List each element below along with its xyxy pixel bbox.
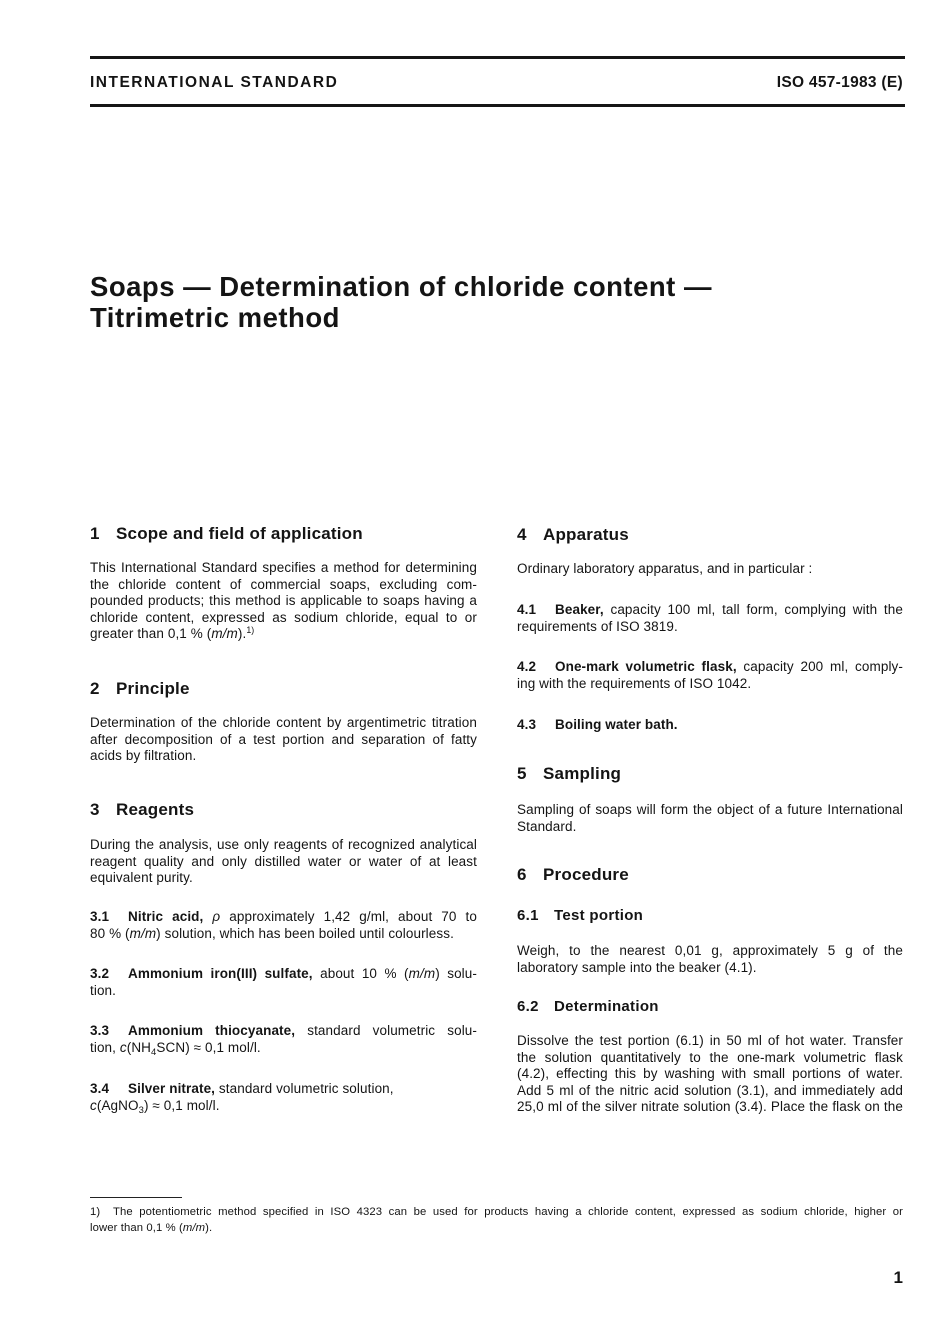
text-run: During the analysis, use only reagents of recognized analytical bbox=[90, 837, 477, 852]
text-line bbox=[517, 659, 903, 676]
italic-text: c bbox=[90, 1097, 97, 1113]
section-4-heading bbox=[517, 525, 903, 545]
section-4-text bbox=[517, 561, 903, 578]
clause-number: 3.4 bbox=[90, 1081, 110, 1096]
clause-4-1 bbox=[517, 602, 903, 635]
text-run: the solution quantitatively to the one-mark volumetric flask bbox=[517, 1049, 903, 1065]
bold-label: Beaker, bbox=[555, 602, 604, 617]
text-line bbox=[90, 909, 477, 926]
text-run: about 10 % ( bbox=[312, 966, 409, 981]
text-line bbox=[517, 960, 903, 977]
section-title: Scope and field of application bbox=[116, 524, 363, 543]
standard-number: ISO 457-1983 (E) bbox=[776, 74, 903, 91]
text-run: greater than 0,1 % ( bbox=[90, 626, 212, 642]
header-bottom-rule bbox=[90, 104, 905, 107]
text-line bbox=[90, 593, 477, 610]
text-run: chloride content, expressed as sodium chloride, equal to or bbox=[90, 609, 477, 625]
section-5-text bbox=[517, 802, 903, 835]
text-line bbox=[90, 966, 477, 983]
section-number: 6 bbox=[517, 865, 527, 884]
title-line-2: Titrimetric method bbox=[90, 302, 340, 333]
subscript: 3 bbox=[138, 1104, 144, 1116]
text-line bbox=[517, 1050, 903, 1067]
text-run: ) solution, which has been boiled until colourless. bbox=[156, 925, 454, 941]
text-line bbox=[517, 1033, 903, 1050]
text-line bbox=[90, 1023, 477, 1040]
document-title bbox=[90, 271, 712, 333]
subsection-number: 6.1 bbox=[517, 907, 539, 924]
text-run: This International Standard specifies a method for determining bbox=[90, 560, 477, 575]
text-run: SCN) ≈ 0,1 mol/l. bbox=[156, 1039, 261, 1055]
section-3-heading bbox=[90, 800, 477, 820]
text-run: ). bbox=[237, 626, 247, 642]
text-line bbox=[517, 1083, 903, 1100]
subsection-title: Test portion bbox=[554, 907, 644, 924]
text-line bbox=[90, 870, 477, 887]
clause-number: 3.3 bbox=[90, 1023, 110, 1038]
text-run: standard volumetric solution, bbox=[215, 1081, 394, 1096]
clause-3-1 bbox=[90, 909, 477, 942]
text-run: Determination of the chloride content by argentimetric titration bbox=[90, 715, 477, 730]
superscript: 1) bbox=[246, 625, 255, 636]
italic-text: m/m bbox=[211, 626, 238, 642]
text-line bbox=[90, 983, 477, 1000]
text-line bbox=[517, 619, 903, 636]
text-run: lower than 0,1 % ( bbox=[90, 1222, 183, 1234]
italic-text: m/m bbox=[129, 925, 157, 941]
text-line bbox=[517, 717, 903, 734]
subsection-title: Determination bbox=[554, 998, 659, 1015]
text-line bbox=[517, 1066, 903, 1083]
clause-4-3 bbox=[517, 717, 903, 734]
section-3-text bbox=[90, 837, 477, 887]
italic-text: ρ bbox=[212, 909, 221, 924]
section-1-heading bbox=[90, 524, 477, 544]
text-line bbox=[517, 602, 903, 619]
text-run: standard volumetric solu- bbox=[295, 1023, 478, 1038]
text-run: (4.2), effecting this by washing with small portions of water. bbox=[517, 1066, 903, 1082]
text-run: capacity 200 ml, comply- bbox=[736, 659, 904, 674]
text-line bbox=[90, 926, 477, 943]
section-1-text bbox=[90, 560, 477, 643]
text-run: Weigh, to the nearest 0,01 g, approximately 5 g of the bbox=[517, 943, 903, 958]
title-line-1: Soaps — Determination of chloride content — bbox=[90, 271, 712, 302]
text-run: ) ≈ 0,1 mol/l. bbox=[143, 1097, 220, 1113]
bold-label: Nitric acid, bbox=[128, 909, 213, 924]
text-run: Ordinary laboratory apparatus, and in particular : bbox=[517, 561, 813, 576]
text-line bbox=[90, 1098, 477, 1115]
subsection-6-1-heading bbox=[517, 907, 903, 925]
text-line bbox=[517, 943, 903, 960]
text-line bbox=[90, 748, 477, 765]
italic-text: m/m bbox=[408, 966, 436, 981]
text-run: the chloride content of commercial soaps, excluding com- bbox=[90, 576, 477, 592]
header-top-rule bbox=[90, 56, 905, 59]
text-line bbox=[517, 1099, 903, 1116]
footnote-rule bbox=[90, 1197, 182, 1198]
section-title: Principle bbox=[116, 679, 190, 698]
section-title: Sampling bbox=[543, 764, 622, 783]
section-number: 5 bbox=[517, 764, 527, 783]
text-line bbox=[90, 854, 477, 871]
clause-number: 3.1 bbox=[90, 909, 110, 924]
text-run: Add 5 ml of the nitric acid solution (3.1), and immediately add bbox=[517, 1082, 903, 1098]
text-line bbox=[90, 837, 477, 854]
section-title: Procedure bbox=[543, 865, 629, 884]
text-line bbox=[90, 560, 477, 577]
clause-3-4 bbox=[90, 1081, 477, 1114]
text-run: 25,0 ml of the silver nitrate solution (3.4). Place the flask on the bbox=[517, 1099, 903, 1115]
text-line bbox=[90, 626, 477, 643]
footnote-marker: 1) bbox=[90, 1206, 101, 1218]
text-line bbox=[90, 732, 477, 749]
subsection-6-2-heading bbox=[517, 998, 903, 1016]
section-number: 3 bbox=[90, 800, 100, 819]
subscript: 4 bbox=[151, 1046, 157, 1058]
section-title: Apparatus bbox=[543, 525, 629, 544]
section-2-heading bbox=[90, 679, 477, 699]
text-line bbox=[517, 676, 903, 693]
text-run: The potentiometric method specified in ISO 4323 can be used for products having a chloride content, expressed as sodium chloride, higher or bbox=[113, 1206, 903, 1218]
footnote bbox=[90, 1204, 903, 1236]
clause-number: 4.3 bbox=[517, 717, 537, 732]
section-5-heading bbox=[517, 764, 903, 784]
bold-label: Ammonium iron(III) sulfate, bbox=[128, 966, 313, 981]
text-run: tion. bbox=[90, 982, 117, 998]
text-line bbox=[517, 819, 903, 836]
subsection-6-2-text bbox=[517, 1033, 903, 1116]
clause-number: 4.1 bbox=[517, 602, 537, 617]
text-run: pounded products; this method is applicable to soaps having a bbox=[90, 593, 477, 609]
text-run: ). bbox=[205, 1222, 213, 1234]
text-run: (NH bbox=[126, 1039, 152, 1055]
document-type-label: INTERNATIONAL STANDARD bbox=[90, 74, 339, 91]
text-line bbox=[90, 577, 477, 594]
text-run: ing with the requirements of ISO 1042. bbox=[517, 675, 752, 691]
text-run: tion, bbox=[90, 1039, 120, 1055]
section-number: 1 bbox=[90, 524, 100, 543]
text-run: (AgNO bbox=[96, 1097, 139, 1113]
section-number: 2 bbox=[90, 679, 100, 698]
section-6-heading bbox=[517, 865, 903, 885]
section-number: 4 bbox=[517, 525, 527, 544]
subsection-number: 6.2 bbox=[517, 998, 539, 1015]
text-run: after decomposition of a test portion and separation of fatty bbox=[90, 731, 477, 747]
text-run: Standard. bbox=[517, 818, 577, 834]
text-run: Dissolve the test portion (6.1) in 50 ml of hot water. Transfer bbox=[517, 1033, 903, 1048]
clause-number: 4.2 bbox=[517, 659, 537, 674]
clause-4-2 bbox=[517, 659, 903, 692]
text-line bbox=[90, 1204, 903, 1220]
text-run: approximately 1,42 g/ml, about 70 to bbox=[220, 909, 477, 924]
text-line bbox=[90, 1081, 477, 1098]
text-run: Sampling of soaps will form the object of a future International bbox=[517, 802, 903, 817]
clause-3-3 bbox=[90, 1023, 477, 1056]
italic-text: c bbox=[119, 1039, 127, 1055]
text-line bbox=[90, 1040, 477, 1057]
text-run: 80 % ( bbox=[90, 925, 130, 941]
bold-label: One-mark volumetric flask, bbox=[555, 659, 737, 674]
section-2-text bbox=[90, 715, 477, 765]
clause-3-2 bbox=[90, 966, 477, 999]
italic-text: m/m bbox=[182, 1222, 206, 1234]
text-run: equivalent purity. bbox=[90, 870, 193, 886]
text-run: acids by filtration. bbox=[90, 748, 197, 764]
text-line bbox=[90, 610, 477, 627]
bold-label: Ammonium thiocyanate, bbox=[128, 1023, 296, 1038]
text-line bbox=[517, 561, 903, 578]
text-run: laboratory sample into the beaker (4.1). bbox=[517, 959, 757, 975]
text-run: requirements of ISO 3819. bbox=[517, 618, 678, 634]
bold-label: Silver nitrate, bbox=[128, 1081, 216, 1096]
text-run: reagent quality and only distilled water or water of at least bbox=[90, 853, 477, 869]
text-run: capacity 100 ml, tall form, complying with the bbox=[603, 602, 903, 617]
section-title: Reagents bbox=[116, 800, 195, 819]
text-line bbox=[517, 802, 903, 819]
bold-label: Boiling water bath. bbox=[555, 717, 678, 732]
text-line bbox=[90, 715, 477, 732]
clause-number: 3.2 bbox=[90, 966, 110, 981]
subsection-6-1-text bbox=[517, 943, 903, 976]
text-run: ) solu- bbox=[435, 966, 477, 981]
text-line bbox=[90, 1220, 903, 1236]
page-number: 1 bbox=[893, 1268, 903, 1287]
